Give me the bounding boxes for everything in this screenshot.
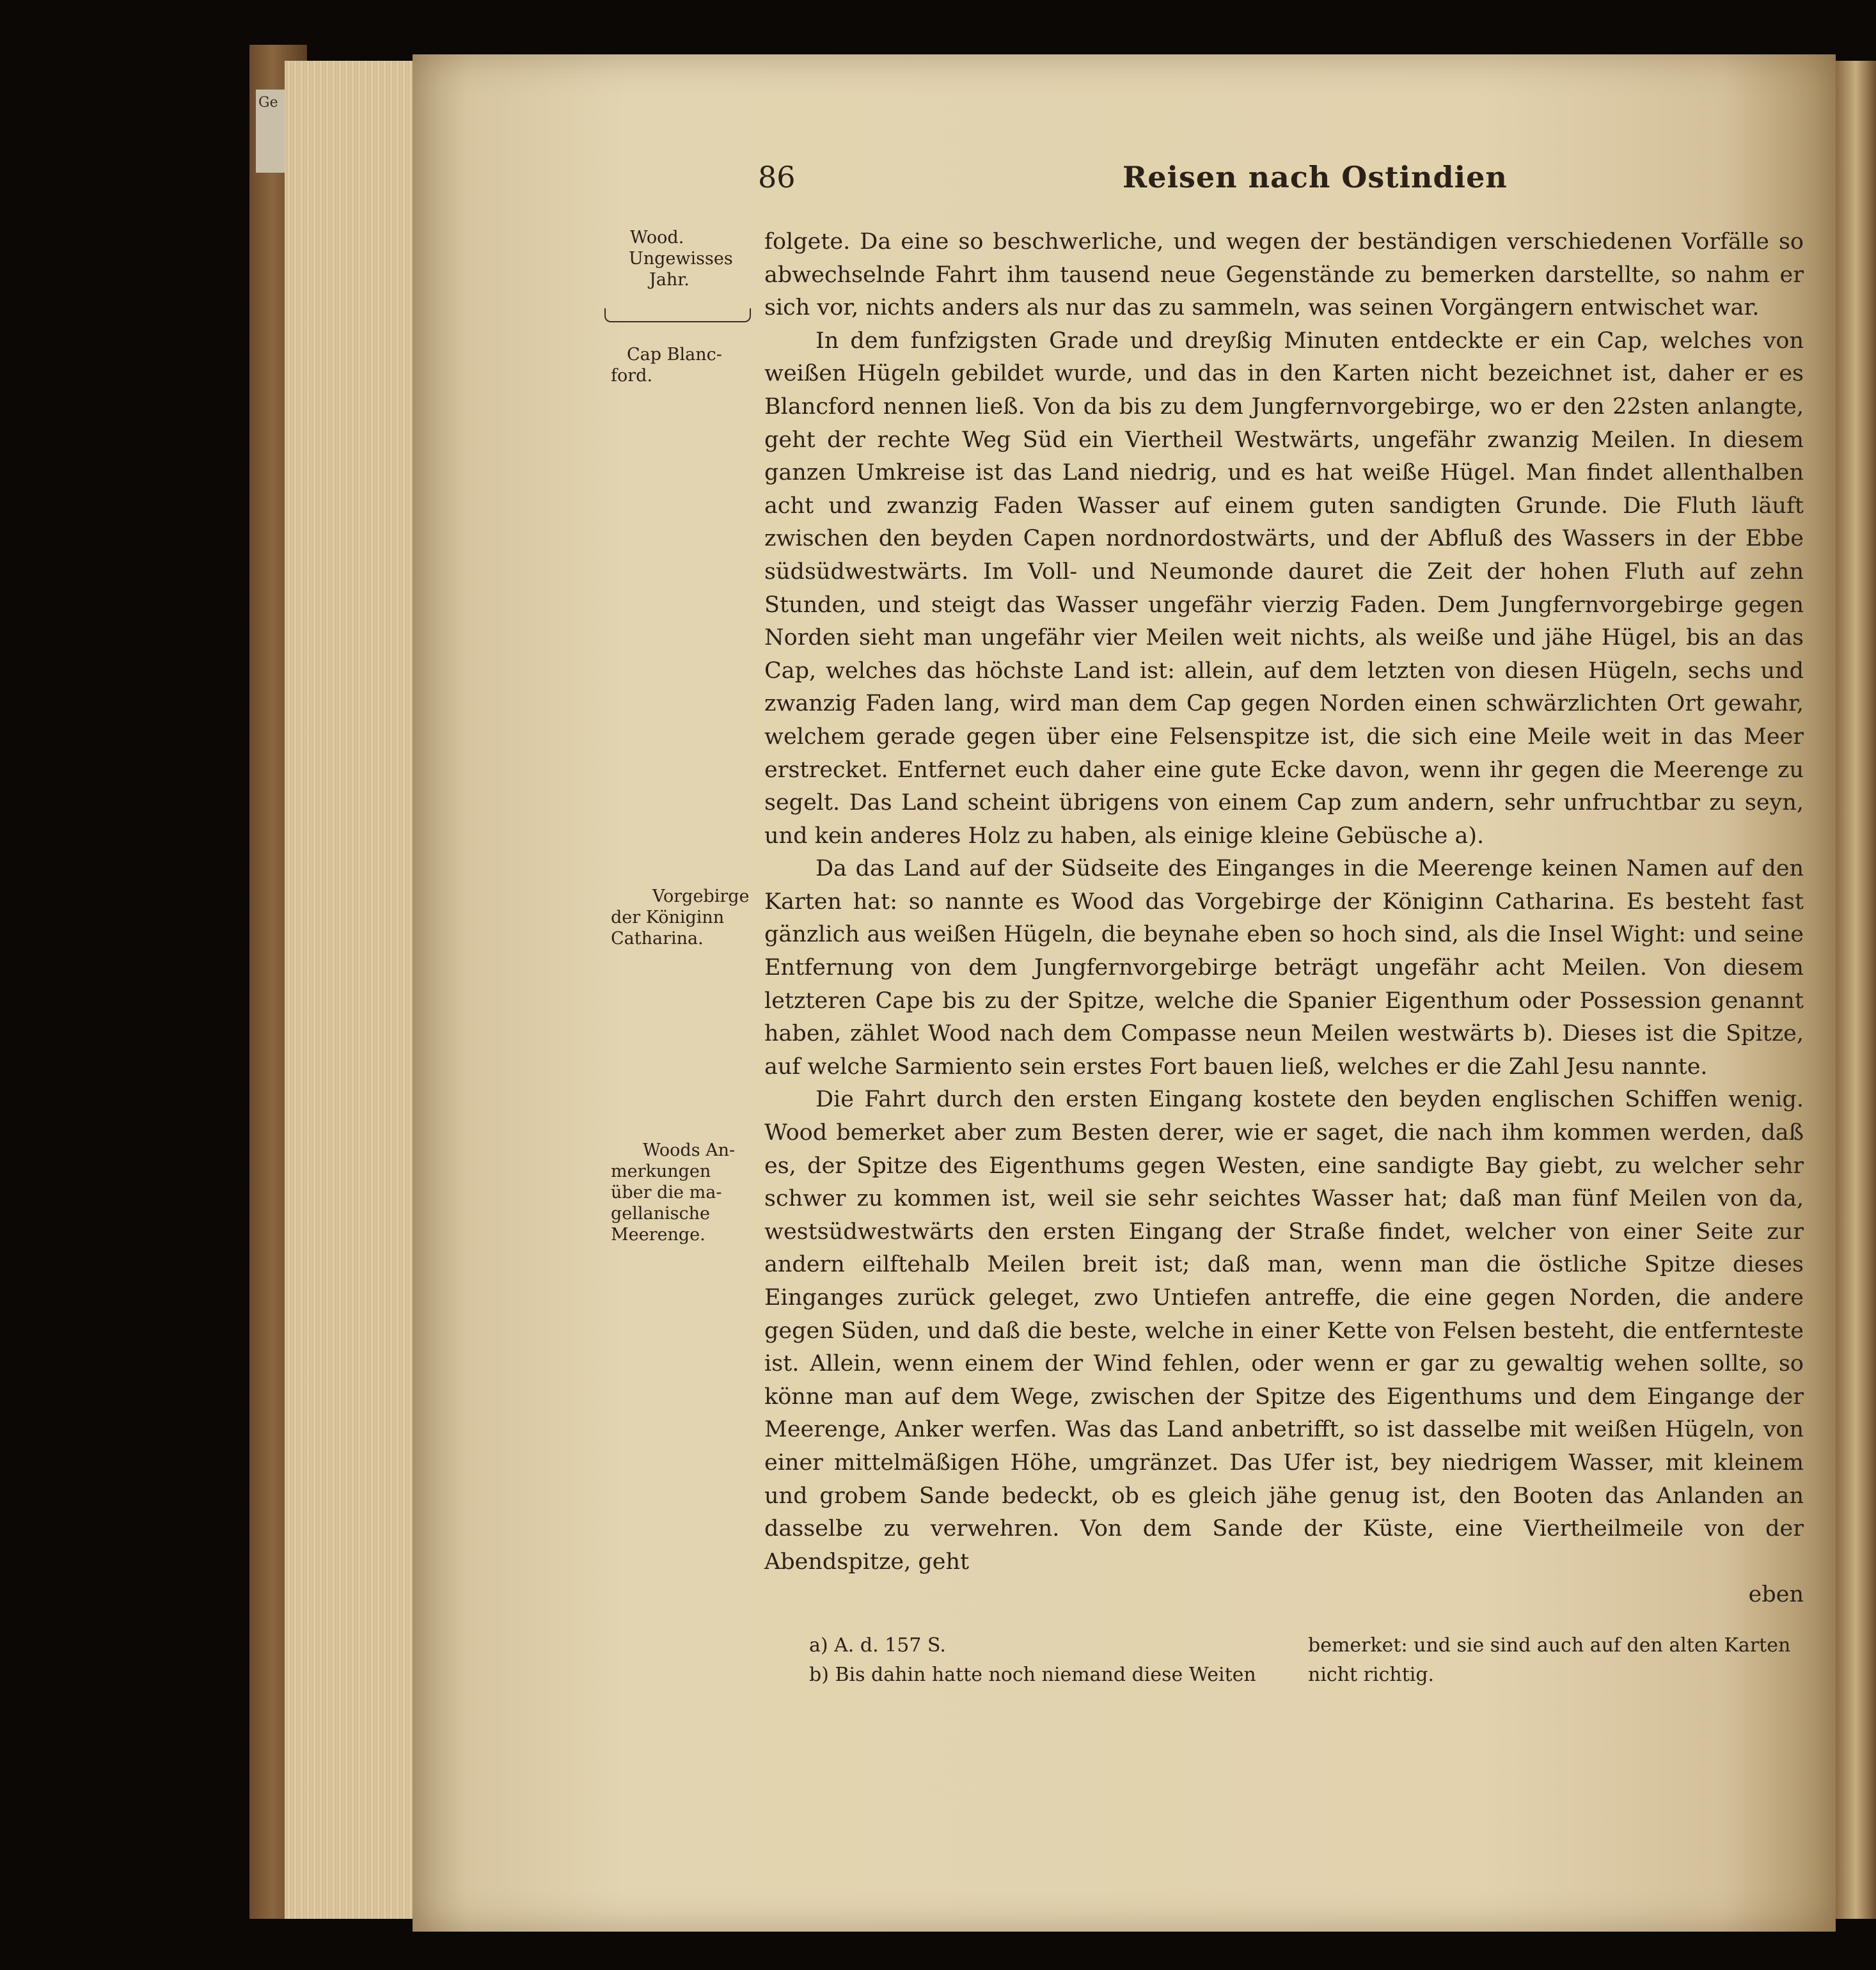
right-page-edge <box>1836 61 1876 1919</box>
footnote-b-continued: bemerket: und sie sind auch auf den alten Karten nicht richtig. <box>1308 1634 1791 1686</box>
margin-note-line: der Königinn <box>611 908 725 927</box>
margin-note-line: Woods An- <box>643 1140 736 1160</box>
body-text <box>764 226 1804 1612</box>
margin-note-line: Vorgebirge <box>652 886 750 906</box>
paragraph: In dem funfzigsten Grade und dreyßig Minuten entdeckte er ein Cap, welches von weißen Hügeln gebildet wurde, und das in den Karten nicht bezeichnet ist, daher er es Blancford nennen ließ. Von da bis zu dem Jungfernvorgebirge, wo er den 22sten anlangte, geht der rechte Weg Süd ein Viertheil Westwärts, ungefähr zwanzig Meilen. In diesem ganzen Umkreise ist das Land niedrig, und es hat weiße Hügel. Man findet allenthalben acht und zwanzig Faden Wasser auf einem guten sandigten Grunde. Die Fluth läuft zwischen den beyden Capen nordnordostwärts, und der Abfluß des Wassers in der Ebbe südsüdwestwärts. Im Voll- und Neumonde dauret die Zeit der hohen Fluth auf zehn Stunden, und steigt das Wasser ungefähr vierzig Faden. Dem Jungfernvorgebirge gegen Norden sieht man ungefähr vier Meilen weit nichts, als weiße und jähe Hügel, bis an das Cap, welches das höchste Land ist: allein, auf dem letzten von diesen Hügeln, sechs und zwanzig Faden lang, wird man dem Cap gegen Norden einen schwärzlichten Ort gewahr, welchem gerade gegen über eine Felsenspitze ist, die sich eine Meile weit in das Meer erstrecket. Entfernet euch daher eine gute Ecke davon, wenn ihr gegen die Meerenge zu segelt. Das Land scheint übrigens von einem Cap zum andern, sehr unfruchtbar zu seyn, und kein anderes Holz zu haben, als einige kleine Gebüsche a). <box>764 327 1804 849</box>
margin-brace <box>604 308 751 322</box>
margin-note-line: Ungewisses <box>629 249 733 269</box>
margin-note-line: Jahr. <box>649 270 690 290</box>
margin-note-line: Meerenge. <box>611 1225 705 1245</box>
spine-label: Ge <box>256 90 290 173</box>
margin-note-line: über die ma- <box>611 1183 722 1202</box>
margin-note-line: Cap Blanc- <box>627 345 722 365</box>
margin-note-wood <box>611 227 758 290</box>
page-header <box>758 160 1807 205</box>
margin-note-line: Wood. <box>630 228 684 248</box>
footnote-column-left <box>809 1631 1295 1690</box>
page-number: 86 <box>758 160 796 194</box>
running-title: Reisen nach Ostindien <box>1123 160 1508 194</box>
footnotes <box>809 1631 1807 1695</box>
margin-note-vorgebirge <box>611 886 758 949</box>
footnote-column-right <box>1308 1631 1807 1690</box>
margin-note-woods-anmerkungen <box>611 1140 758 1245</box>
footnote-b: b) Bis dahin hatte noch niemand diese Weiten <box>809 1664 1256 1686</box>
margin-note-line: gellanische <box>611 1204 710 1224</box>
paragraph: Da das Land auf der Südseite des Einganges in die Meerenge keinen Namen auf den Karten hat: so nannte es Wood das Vorgebirge der Königinn Catharina. Es besteht fast gänzlich aus weißen Hügeln, die beynahe eben so hoch sind, als die Insel Wight: und seine Entfernung von dem Jungfernvorgebirge beträgt ungefähr acht Meilen. Von diesem letzteren Cape bis zu der Spitze, welche die Spanier Eigenthum oder Possession genannt haben, zählet Wood nach dem Compasse neun Meilen westwärts b). Dieses ist die Spitze, auf welche Sarmiento sein erstes Fort bauen ließ, welches er die Zahl Jesu nannte. <box>764 856 1804 1080</box>
margin-note-line: ford. <box>611 366 653 386</box>
footnote-a: a) A. d. 157 S. <box>809 1634 946 1657</box>
page-edges <box>285 61 416 1919</box>
margin-note-line: Catharina. <box>611 929 704 949</box>
paragraph: folgete. Da eine so beschwerliche, und wegen der beständigen verschiedenen Vorfälle so abwechselnde Fahrt ihm tausend neue Gegenstände zu bemerken darstellte, so nahm er sich vor, nichts anders als nur das zu sammeln, was seinen Vorgängern entwischet war. <box>764 229 1804 321</box>
margin-note-line: merkungen <box>611 1162 711 1181</box>
catchword: eben <box>1748 1582 1804 1608</box>
paragraph: Die Fahrt durch den ersten Eingang kostete den beyden englischen Schiffen wenig. Wood bemerket aber zum Besten derer, wie er saget, die nach ihm kommen werden, daß es, der Spitze des Eigenthums gegen Westen, eine sandigte Bay giebt, zu welcher sehr schwer zu kommen ist, weil sie sehr seichtes Wasser hat; daß man fünf Meilen von da, westsüdwestwärts den ersten Eingang der Straße findet, welcher von einer Seite zur andern eilftehalb Meilen breit ist; daß man, wenn man die östliche Spitze dieses Einganges zurück geleget, zwo Untiefen antreffe, die eine gegen Norden, die andere gegen Süden, und daß die beste, welche in einer Kette von Felsen besteht, die entfernteste ist. Allein, wenn einem der Wind fehlen, oder wenn er gar zu gewaltig wehen sollte, so könne man auf dem Wege, zwischen der Spitze des Eigenthums und dem Eingange der Meerenge, Anker werfen. Was das Land anbetrifft, so ist dasselbe mit weißen Hügeln, von einer mittelmäßigen Höhe, umgränzet. Das Ufer ist, bey niedrigem Wasser, mit kleinem und grobem Sande bedeckt, ob es gleich jähe genug ist, den Booten das Anlanden an dasselbe zu verwehren. Von dem Sande der Küste, eine Viertheilmeile von der Abendspitze, geht <box>764 1087 1804 1575</box>
margin-note-cap-blancford <box>611 344 758 386</box>
